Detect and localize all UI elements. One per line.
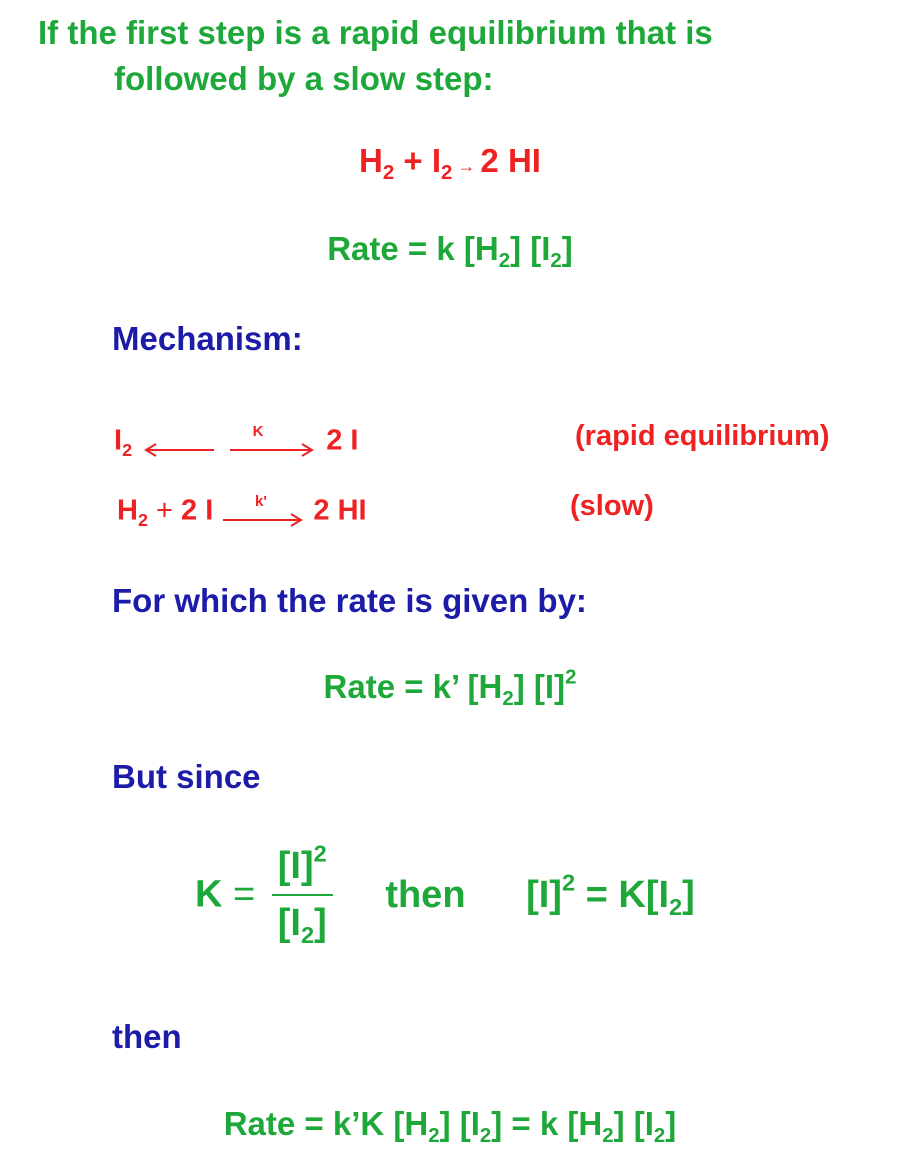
denominator-text: ]: [314, 902, 327, 944]
intro-line-1: If the first step is a rapid equilibrium that is: [38, 14, 713, 51]
subscript: 2: [602, 1124, 614, 1148]
reaction-arrow: →: [452, 156, 481, 176]
equals-sign: =: [222, 873, 266, 916]
superscript: 2: [561, 869, 576, 896]
mechanism-heading: Mechanism:: [112, 320, 303, 357]
rate-text: ]: [665, 1105, 677, 1142]
intro-text: [38, 10, 713, 102]
subscript: 2: [382, 161, 395, 185]
fraction-numerator: [272, 840, 333, 896]
rate-text: ] [I]: [513, 668, 566, 705]
subscript: 2: [428, 1124, 440, 1148]
plus-sign: +: [156, 494, 173, 527]
subscript: 2: [441, 161, 453, 185]
subscript: 2: [550, 249, 562, 273]
step2-product: 2 HI: [313, 494, 367, 527]
equilibrium-expression: [195, 840, 695, 949]
reactant-i: I: [431, 142, 442, 179]
rate-text: Rate = k’ [H: [323, 668, 503, 705]
superscript: 2: [565, 665, 577, 689]
plus-sign: +: [394, 142, 432, 179]
superscript: 2: [313, 840, 327, 867]
rate-text: ] = k [H: [491, 1105, 603, 1142]
step1-note: (rapid equilibrium): [575, 420, 830, 452]
step1-reactant: I: [114, 424, 123, 457]
denominator-text: [I: [277, 902, 301, 944]
arrow-label-K: K: [252, 423, 264, 440]
then-word: then: [385, 873, 466, 916]
rate-text: Rate = k’K [H: [223, 1105, 429, 1142]
numerator-text: [I]: [277, 845, 314, 887]
rate-text: ]: [561, 230, 573, 267]
rate-text: ] [I: [613, 1105, 654, 1142]
mechanism-rate-law: [0, 665, 900, 711]
subscript: 2: [137, 509, 148, 530]
but-since-text: But since: [112, 758, 261, 795]
mechanism-step-1: [114, 420, 358, 464]
subscript: 2: [300, 922, 315, 949]
k-fraction: [272, 840, 333, 949]
final-rate-law: [0, 1105, 900, 1148]
then-text: then: [112, 1018, 182, 1055]
rate-text: ] [I: [510, 230, 551, 267]
arrow-label-k-prime: k': [255, 493, 268, 510]
rate-text: ] [I: [439, 1105, 480, 1142]
rhs-text: ]: [682, 873, 695, 916]
subscript: 2: [479, 1124, 492, 1148]
rhs-text: = K[I: [575, 873, 670, 916]
product-hi: 2 HI: [480, 142, 541, 179]
fraction-denominator: [272, 896, 333, 949]
mechanism-step-2: [117, 490, 367, 534]
forward-arrow-icon: [221, 490, 305, 534]
i-squared-expression: [526, 869, 695, 920]
subscript: 2: [653, 1124, 666, 1148]
subscript: 2: [502, 687, 514, 711]
subscript: 2: [669, 893, 683, 920]
step2-note: (slow): [570, 490, 654, 522]
step2-reactant-i: 2 I: [181, 494, 214, 527]
subscript: 2: [498, 249, 511, 273]
k-symbol: K: [195, 873, 223, 916]
step1-product: 2 I: [326, 424, 359, 457]
intro-line-2: followed by a slow step:: [114, 60, 494, 97]
equilibrium-arrow-icon: [140, 420, 318, 464]
for-which-text: For which the rate is given by:: [112, 582, 587, 619]
observed-rate-law: [0, 230, 900, 273]
step2-reactant-h: H: [117, 494, 138, 527]
overall-reaction: [0, 142, 900, 185]
rhs-text: [I]: [526, 873, 562, 916]
rate-text: Rate = k [H: [327, 230, 499, 267]
reactant-h: H: [359, 142, 383, 179]
subscript: 2: [122, 439, 133, 460]
